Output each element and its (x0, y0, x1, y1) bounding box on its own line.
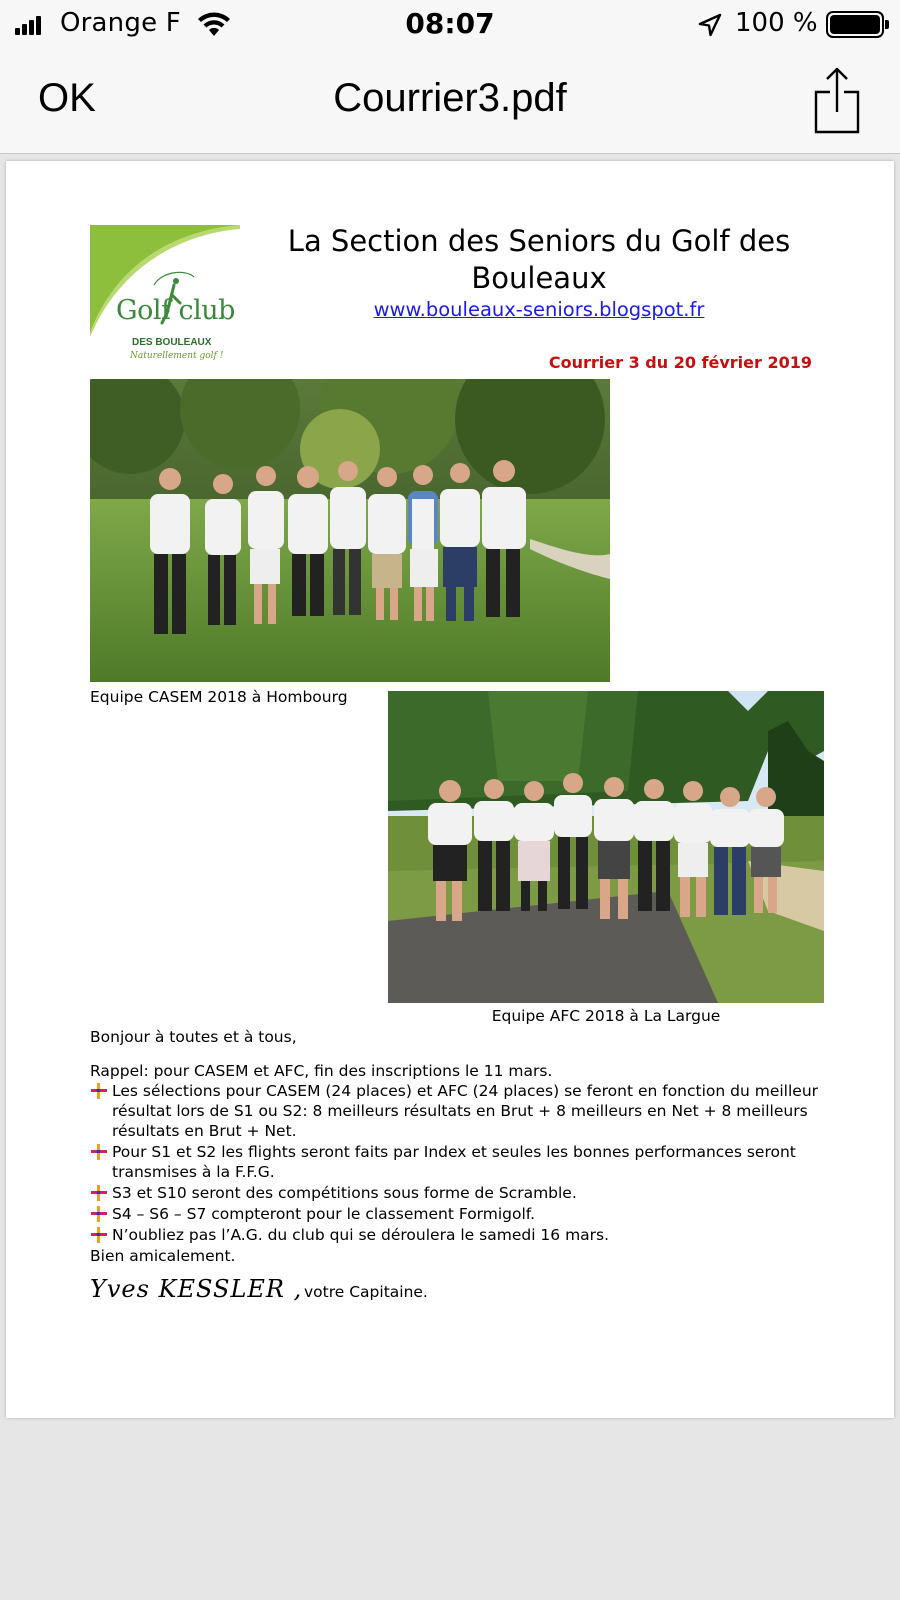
location-arrow-icon (697, 12, 723, 38)
status-bar (0, 0, 900, 50)
courrier-date: Courrier 3 du 20 février 2019 (548, 353, 812, 372)
bullet-text: S3 et S10 seront des compétitions sous forme de Scramble. (112, 1184, 577, 1202)
bullet-text: N’oubliez pas l’A.G. du club qui se déroulera le samedi 16 mars. (112, 1226, 610, 1244)
clock: 08:07 (405, 7, 495, 40)
section-title: La Section des Seniors du Golf des Bouleaux (287, 224, 791, 295)
logo-tagline: Naturellement golf ! (130, 351, 224, 361)
closing: Bien amicalement. (90, 1247, 236, 1265)
afc-team-photo (388, 691, 824, 1003)
greeting: Bonjour à toutes et à tous, (90, 1028, 297, 1046)
bullet-item (90, 1081, 825, 1141)
casem-team-photo (90, 379, 610, 682)
bullet-list (90, 1081, 825, 1246)
rappel-line: Rappel: pour CASEM et AFC, fin des inscriptions le 11 mars. (90, 1062, 553, 1080)
bullet-icon (90, 1143, 108, 1161)
bullet-item (90, 1183, 825, 1203)
signature: Yves KESSLER , (90, 1275, 303, 1303)
golf-club-logo (90, 225, 240, 375)
signature-role: votre Capitaine. (304, 1283, 428, 1301)
bullet-icon (90, 1226, 108, 1244)
casem-caption: Equipe CASEM 2018 à Hombourg (90, 688, 348, 706)
battery-percentage: 100 % (735, 8, 818, 38)
bullet-text: Les sélections pour CASEM (24 places) et AFC (24 places) se feront en fonction du meilleur résultat lors de S1 ou S2: 8 meilleurs résultats en Brut + 8 meilleurs en Net + 8 meilleurs résultats en Brut + Net. (112, 1082, 819, 1140)
bullet-item (90, 1204, 825, 1224)
bullet-item (90, 1142, 825, 1182)
carrier-label: Orange F (60, 8, 181, 38)
battery-icon (826, 11, 884, 38)
blog-link[interactable]: www.bouleaux-seniors.blogspot.fr (373, 298, 705, 321)
bullet-icon (90, 1205, 108, 1223)
bullet-icon (90, 1082, 108, 1100)
document-title: Courrier3.pdf (333, 76, 567, 120)
logo-subtitle: DES BOULEAUX (132, 337, 212, 348)
afc-caption: Equipe AFC 2018 à La Largue (491, 1007, 721, 1025)
navigation-bar (0, 50, 900, 154)
bullet-item (90, 1225, 825, 1245)
bullet-icon (90, 1184, 108, 1202)
ok-button[interactable]: OK (38, 76, 96, 120)
bullet-text: S4 – S6 – S7 compteront pour le classement Formigolf. (112, 1205, 536, 1223)
pdf-page[interactable] (6, 161, 894, 1418)
logo-name: Golf club (116, 295, 235, 326)
bullet-text: Pour S1 et S2 les flights seront faits par Index et seules les bonnes performances seront transmises à la F.F.G. (112, 1143, 796, 1181)
share-icon[interactable] (812, 66, 862, 136)
